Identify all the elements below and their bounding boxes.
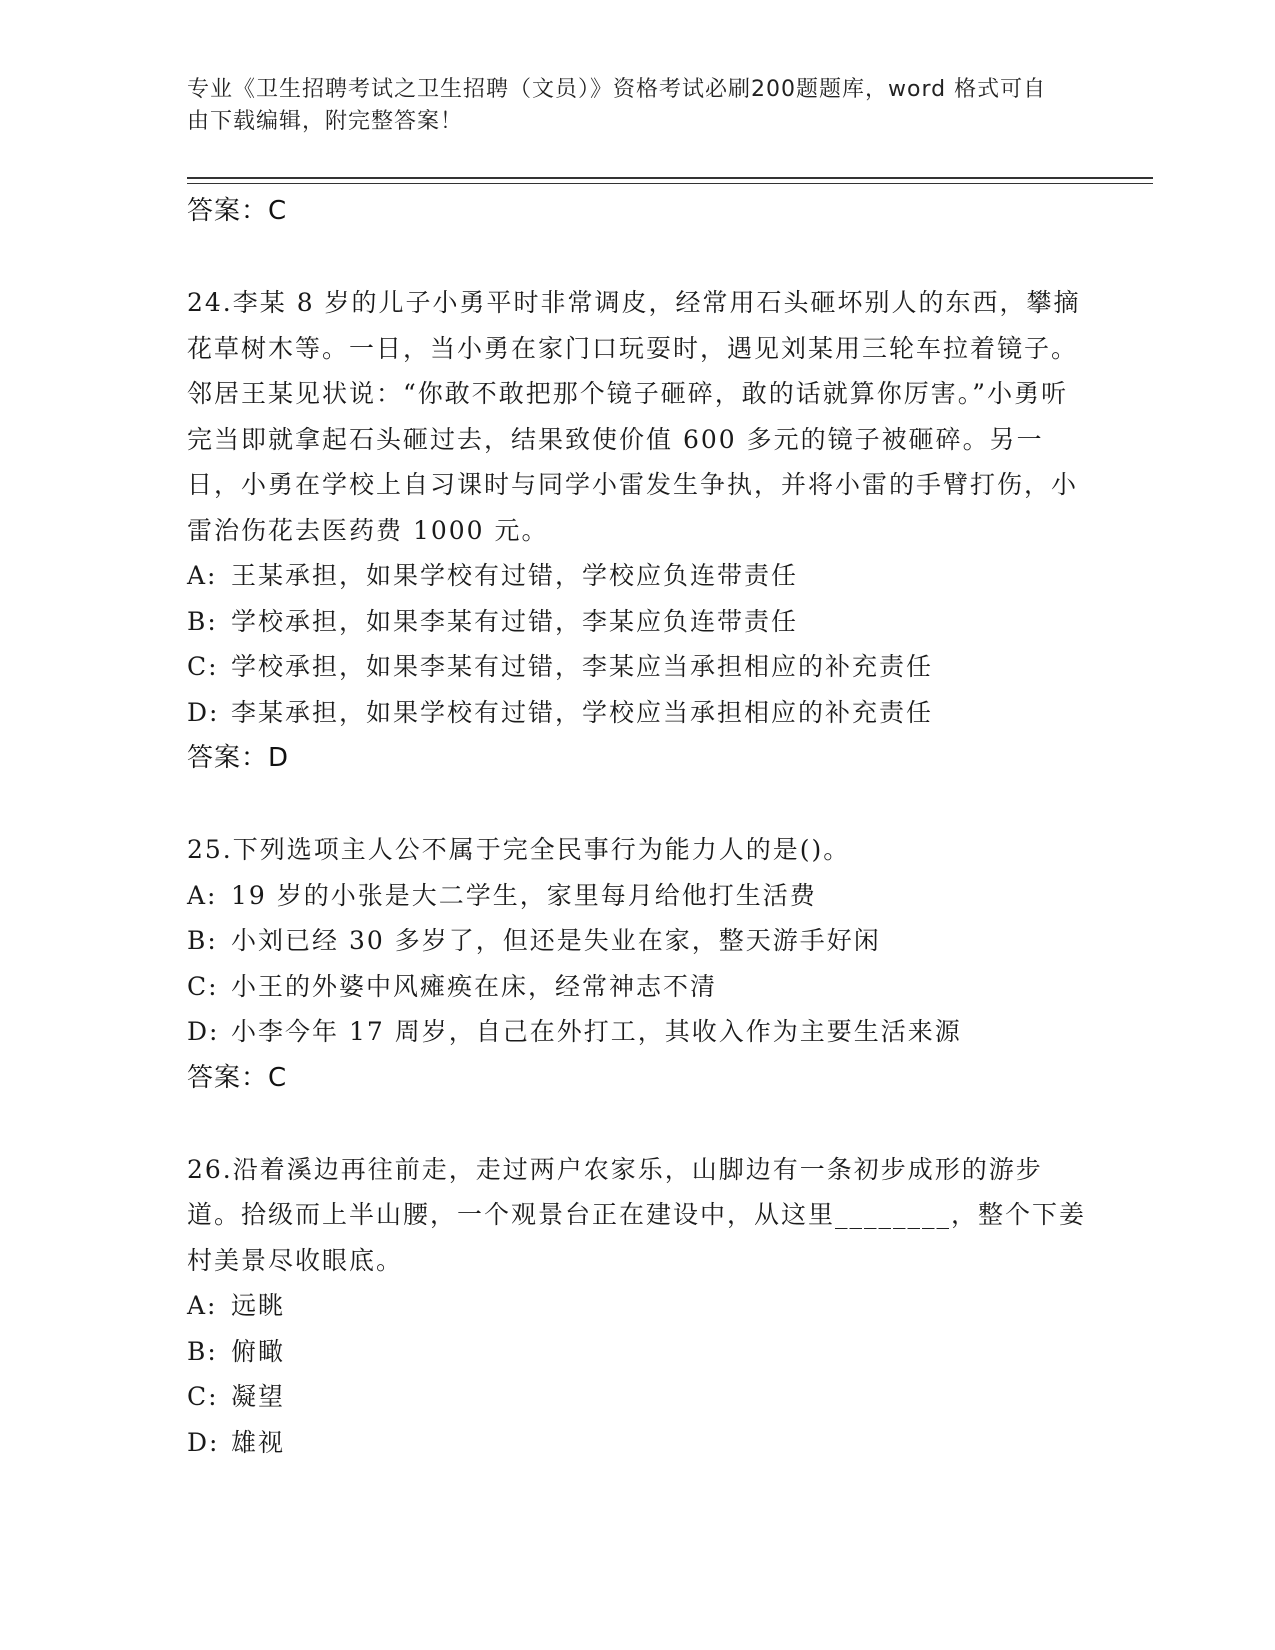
option-text: 王某承担，如果学校有过错，学校应负连带责任 [231,561,799,590]
content [187,188,1087,1465]
option [187,690,1087,736]
option-letter: A: [187,880,218,910]
option-text: 雄视 [231,1427,286,1457]
option-text: 远眺 [231,1291,286,1320]
option-text: 学校承担，如果李某有过错，李某应当承担相应的补充责任 [231,652,934,681]
option-text: 19 岁的小张是大二学生，家里每月给他打生活费 [231,880,817,910]
option-text: 李某承担，如果学校有过错，学校应当承担相应的补充责任 [231,697,934,727]
option [187,599,1087,645]
answer-line: 答案：C [187,1062,288,1093]
option-letter: C: [187,971,219,1001]
option [187,1283,1087,1329]
option [187,1009,1087,1055]
option-letter: C: [187,652,219,681]
option-text: 学校承担，如果李某有过错，李某应负连带责任 [231,606,799,636]
option [187,1420,1087,1466]
option [187,964,1087,1010]
page-header: 专业《卫生招聘考试之卫生招聘（文员）》资格考试必刷200题题库，word 格式可自由下载编辑，附完整答案！ [187,77,1047,134]
option-text: 小刘已经 30 多岁了，但还是失业在家，整天游手好闲 [231,926,881,955]
option-letter: C: [187,1382,219,1411]
option-text: 凝望 [231,1382,286,1411]
option [187,1374,1087,1420]
option-letter: B: [187,1336,218,1366]
option-letter: D: [187,1017,220,1046]
header-rule-thick [187,177,1153,179]
option [187,1329,1087,1375]
option [187,873,1087,919]
option [187,553,1087,599]
answer-line: 答案：D [187,743,290,773]
answer-line: 答案：C [187,196,288,226]
option-letter: A: [187,561,218,590]
option-text: 俯瞰 [231,1336,286,1366]
option-letter: A: [187,1291,218,1320]
option [187,918,1087,964]
option-letter: B: [187,926,218,955]
option-letter: B: [187,606,218,636]
question-text: 26.沿着溪边再往前走，走过两户农家乐，山脚边有一条初步成形的游步道。拾级而上半山腰，一个观景台正在建设中，从这里________，整个下姜村美景尽收眼底。 [187,1154,1087,1275]
question-text: 24.李某 8 岁的儿子小勇平时非常调皮，经常用石头砸坏别人的东西，攀摘花草树木等。一日，当小勇在家门口玩耍时，遇见刘某用三轮车拉着镜子。邻居王某见状说：“你敢不敢把那个镜子砸碎，敢的话就算你厉害。”小勇听完当即就拿起石头砸过去，结果致使价值 600 多元的镜子被砸碎。另一日，小勇在学校上自习课时与同学小雷发生争执，并将小雷的手臂打伤，小雷治伤花去医药费 1000 元。 [187,288,1081,545]
option-letter: D: [187,1427,220,1457]
option-letter: D: [187,697,220,727]
question-text: 25.下列选项主人公不属于完全民事行为能力人的是()。 [187,835,851,864]
option-text: 小王的外婆中风瘫痪在床，经常神志不清 [231,971,718,1001]
header-rule-thin [187,183,1153,184]
option [187,644,1087,690]
option-text: 小李今年 17 周岁，自己在外打工，其收入作为主要生活来源 [231,1017,962,1046]
